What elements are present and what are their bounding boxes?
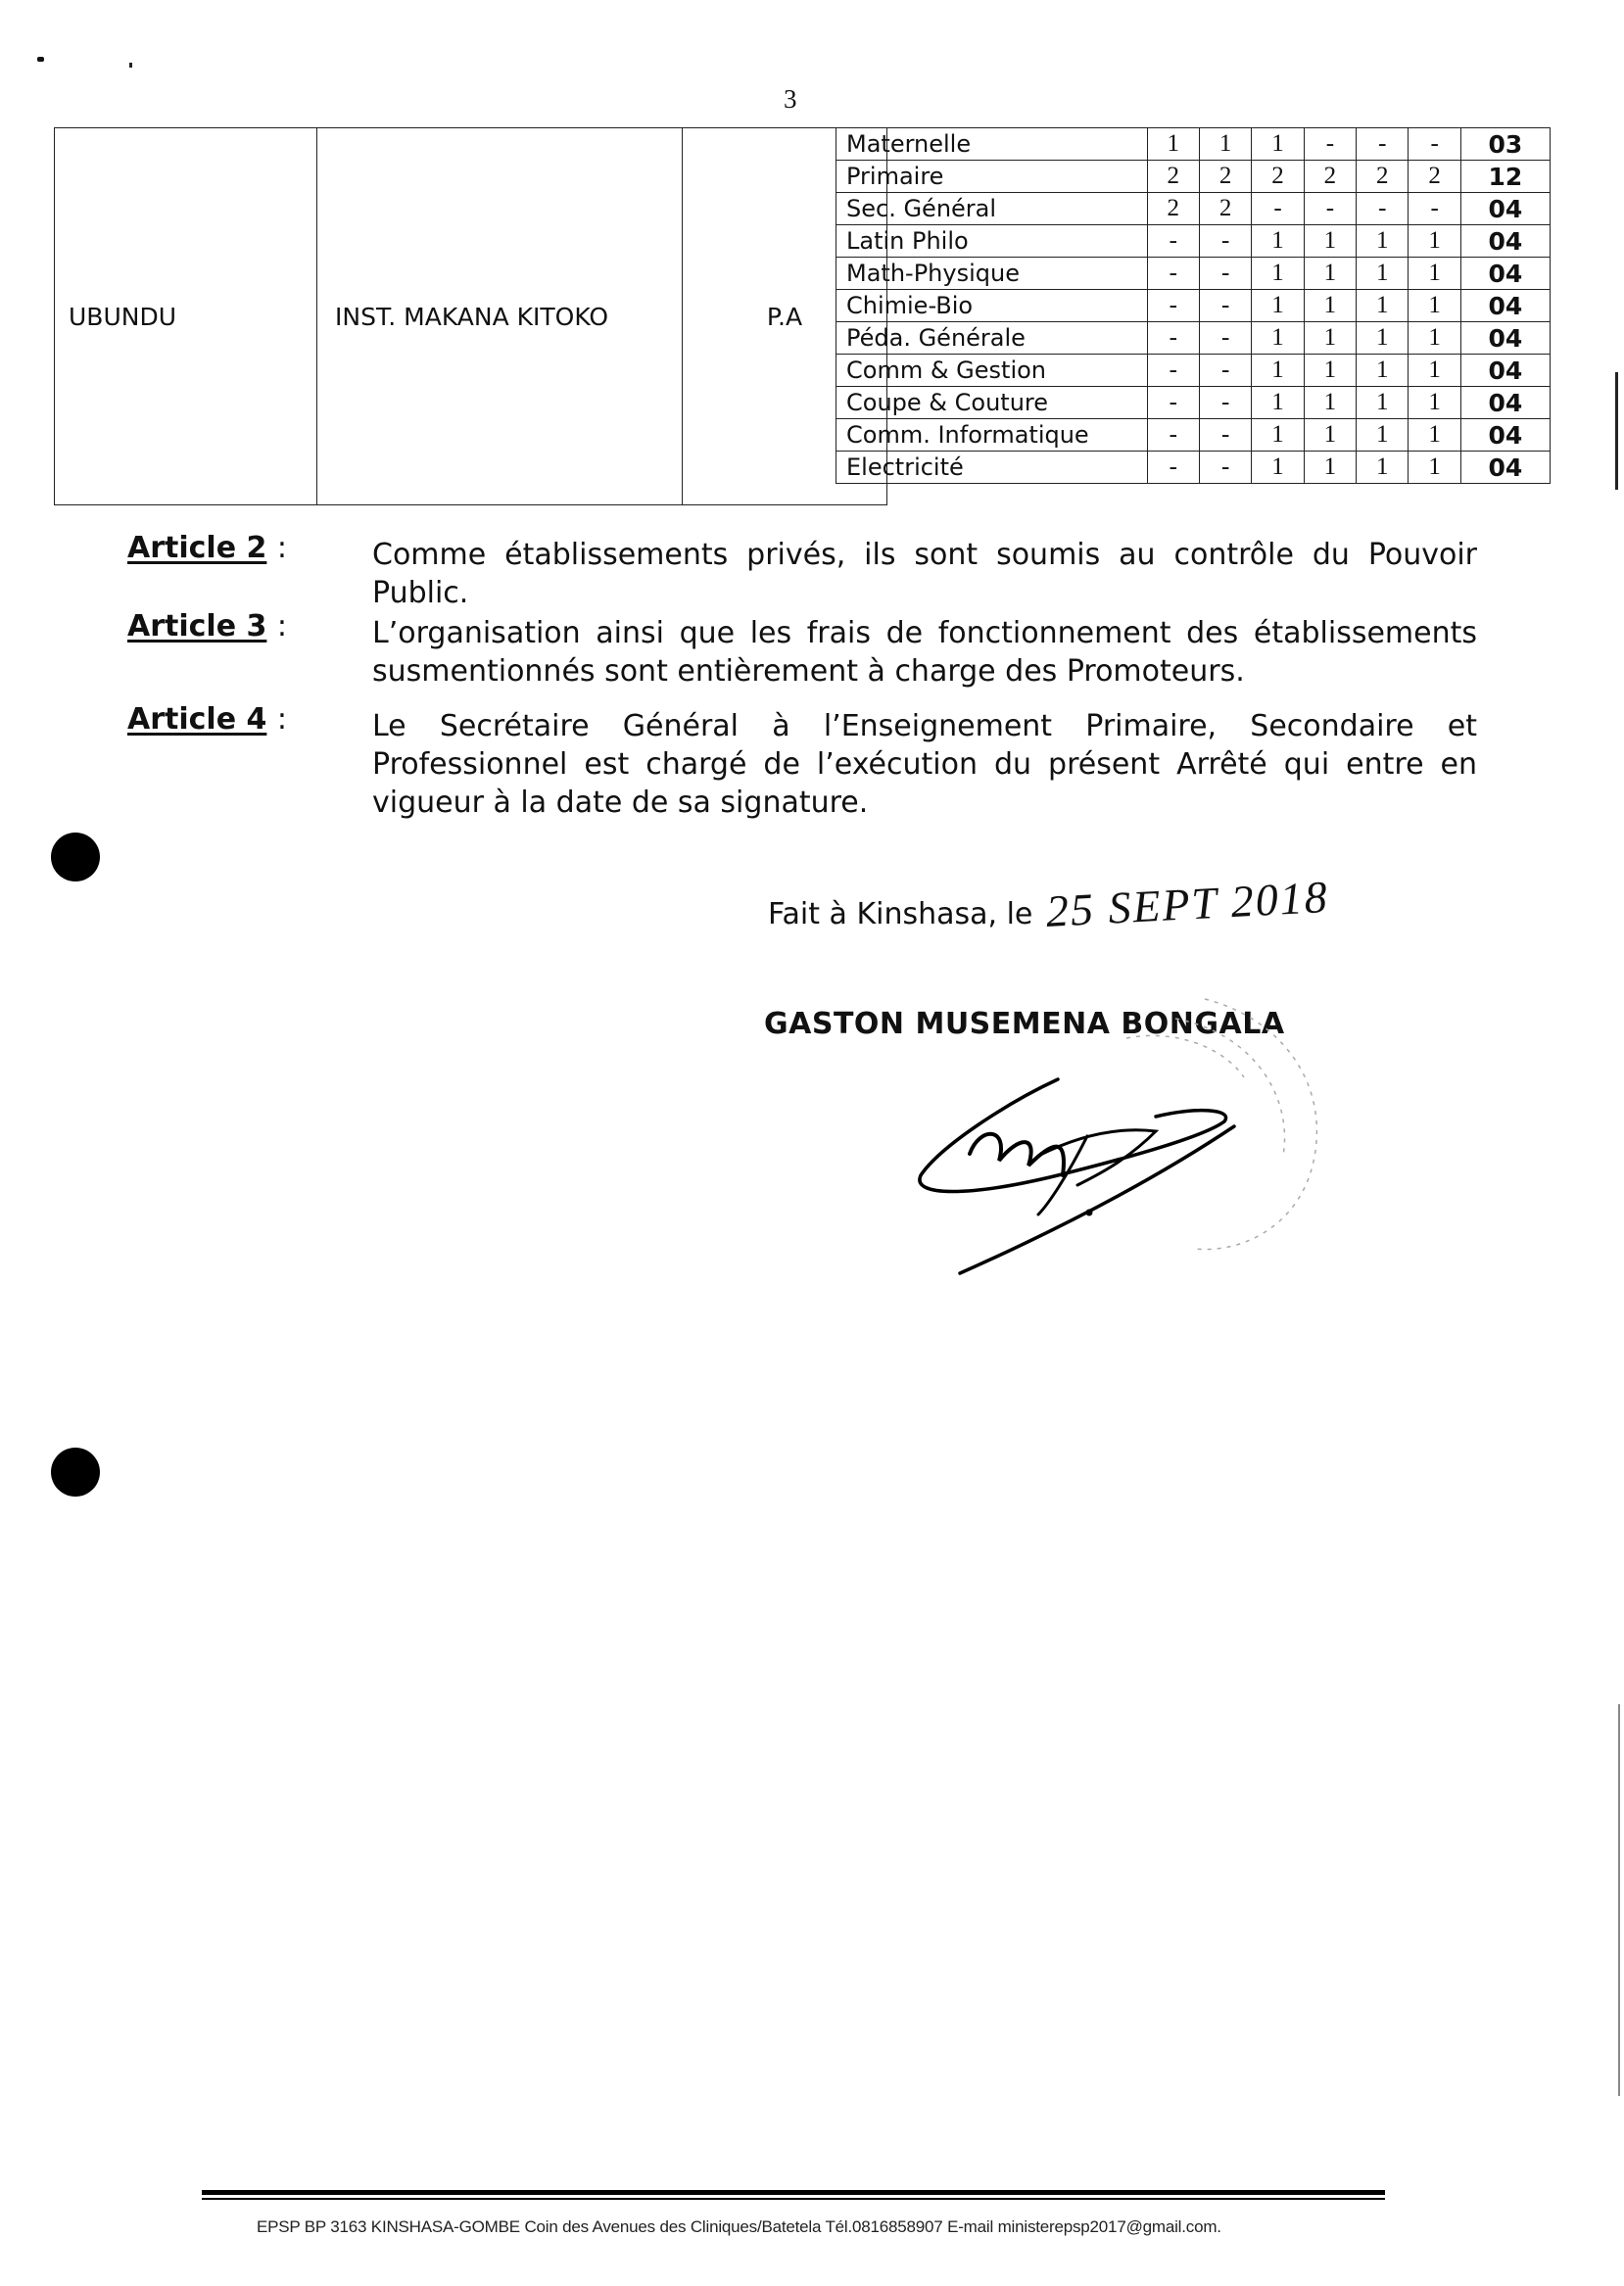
count-cell: 1 xyxy=(1304,452,1356,484)
table-row xyxy=(836,290,1551,322)
count-cell: 1 xyxy=(1304,355,1356,387)
location-cell: UBUNDU xyxy=(54,127,316,505)
count-cell: 1 xyxy=(1304,419,1356,452)
count-cell: 1 xyxy=(1252,290,1304,322)
count-cell: 1 xyxy=(1304,258,1356,290)
count-cell: - xyxy=(1199,258,1251,290)
count-cell: 2 xyxy=(1199,161,1251,193)
option-name: Latin Philo xyxy=(836,225,1148,258)
footer-address: EPSP BP 3163 KINSHASA-GOMBE Coin des Avenues des Cliniques/Batetela Tél.0816858907 E-mail ministerepsp2017@gmail.com. xyxy=(257,2217,1221,2236)
count-cell: 1 xyxy=(1357,452,1409,484)
count-cell: 2 xyxy=(1357,161,1409,193)
count-cell: - xyxy=(1147,225,1199,258)
table-row xyxy=(836,419,1551,452)
count-cell: 1 xyxy=(1357,258,1409,290)
count-cell: 2 xyxy=(1304,161,1356,193)
article-3-text: L’organisation ainsi que les frais de fonctionnement des établissements susmentionnés sont entièrement à charge des Promoteurs. xyxy=(372,616,1477,689)
count-cell: - xyxy=(1409,193,1460,225)
count-cell: 2 xyxy=(1147,193,1199,225)
option-name: Chimie-Bio xyxy=(836,290,1148,322)
option-name: Coupe & Couture xyxy=(836,387,1148,419)
schools-table xyxy=(54,127,1551,507)
option-name: Math-Physique xyxy=(836,258,1148,290)
footer-rule xyxy=(202,2198,1385,2200)
count-cell: - xyxy=(1357,128,1409,161)
article-4-text: Le Secrétaire Général à l’Enseignement Primaire, Secondaire et Professionnel est chargé de l’exécution du présent Arrêté qui entre en vigueur à la date de sa signature. xyxy=(372,709,1477,820)
count-cell: 1 xyxy=(1409,225,1460,258)
count-cell: - xyxy=(1199,225,1251,258)
signature-and-seal-graphic xyxy=(882,979,1391,1303)
count-cell: - xyxy=(1357,193,1409,225)
count-cell: 2 xyxy=(1147,161,1199,193)
count-cell: - xyxy=(1409,128,1460,161)
count-cell: 1 xyxy=(1409,387,1460,419)
total-cell: 04 xyxy=(1460,387,1550,419)
article-4-label: Article 4 : xyxy=(127,702,287,737)
count-cell: - xyxy=(1147,355,1199,387)
footer-rule xyxy=(202,2190,1385,2195)
article-3-label: Article 3 : xyxy=(127,609,287,643)
option-name: Maternelle xyxy=(836,128,1148,161)
table-row xyxy=(836,258,1551,290)
table-row xyxy=(836,355,1551,387)
article-2-label: Article 2 : xyxy=(127,531,287,565)
article-2-text: Comme établissements privés, ils sont soumis au contrôle du Pouvoir Public. xyxy=(372,538,1477,610)
signer-name: GASTON MUSEMENA BONGALA xyxy=(764,1007,1285,1041)
count-cell: 1 xyxy=(1252,355,1304,387)
type-cell: P.A xyxy=(682,127,887,505)
scan-speck xyxy=(129,63,132,68)
table-row xyxy=(836,387,1551,419)
count-cell: 1 xyxy=(1199,128,1251,161)
count-cell: 2 xyxy=(1252,161,1304,193)
count-cell: - xyxy=(1304,128,1356,161)
punch-hole xyxy=(51,833,100,881)
scan-edge-mark xyxy=(1615,372,1618,490)
count-cell: - xyxy=(1147,452,1199,484)
count-cell: 1 xyxy=(1409,322,1460,355)
count-cell: - xyxy=(1252,193,1304,225)
total-cell: 04 xyxy=(1460,225,1550,258)
count-cell: 1 xyxy=(1409,290,1460,322)
count-cell: - xyxy=(1304,193,1356,225)
count-cell: 1 xyxy=(1304,290,1356,322)
count-cell: 1 xyxy=(1357,419,1409,452)
table-row xyxy=(836,161,1551,193)
handwritten-signature xyxy=(920,1079,1234,1273)
count-cell: - xyxy=(1199,322,1251,355)
total-cell: 04 xyxy=(1460,355,1550,387)
count-cell: 1 xyxy=(1252,322,1304,355)
total-cell: 04 xyxy=(1460,419,1550,452)
count-cell: - xyxy=(1199,387,1251,419)
count-cell: 1 xyxy=(1252,225,1304,258)
count-cell: 1 xyxy=(1357,225,1409,258)
total-cell: 04 xyxy=(1460,193,1550,225)
total-cell: 04 xyxy=(1460,322,1550,355)
count-cell: - xyxy=(1147,419,1199,452)
count-cell: 1 xyxy=(1357,290,1409,322)
count-cell: 1 xyxy=(1409,419,1460,452)
option-name: Péda. Générale xyxy=(836,322,1148,355)
table-row xyxy=(836,193,1551,225)
option-name: Sec. Général xyxy=(836,193,1148,225)
page-number: 3 xyxy=(784,84,797,114)
options-table xyxy=(836,127,1551,484)
count-cell: 1 xyxy=(1357,355,1409,387)
count-cell: 1 xyxy=(1147,128,1199,161)
place-date-prefix: Fait à Kinshasa, le xyxy=(768,897,1033,931)
count-cell: 1 xyxy=(1252,419,1304,452)
total-cell: 04 xyxy=(1460,258,1550,290)
count-cell: 2 xyxy=(1409,161,1460,193)
scan-edge-mark xyxy=(1618,1704,1620,2096)
total-cell: 12 xyxy=(1460,161,1550,193)
option-name: Comm. Informatique xyxy=(836,419,1148,452)
count-cell: 1 xyxy=(1252,128,1304,161)
total-cell: 04 xyxy=(1460,452,1550,484)
count-cell: - xyxy=(1199,355,1251,387)
count-cell: - xyxy=(1147,387,1199,419)
count-cell: - xyxy=(1199,290,1251,322)
table-row xyxy=(836,452,1551,484)
count-cell: - xyxy=(1199,452,1251,484)
option-name: Primaire xyxy=(836,161,1148,193)
total-cell: 04 xyxy=(1460,290,1550,322)
option-name: Electricité xyxy=(836,452,1148,484)
total-cell: 03 xyxy=(1460,128,1550,161)
count-cell: 1 xyxy=(1409,452,1460,484)
institution-cell: INST. MAKANA KITOKO xyxy=(316,127,682,505)
count-cell: 1 xyxy=(1252,258,1304,290)
count-cell: - xyxy=(1147,322,1199,355)
count-cell: - xyxy=(1147,258,1199,290)
count-cell: 1 xyxy=(1409,258,1460,290)
count-cell: 1 xyxy=(1252,387,1304,419)
table-row xyxy=(836,322,1551,355)
date-stamp: 25 SEPT 2018 xyxy=(1044,871,1330,936)
count-cell: 1 xyxy=(1304,225,1356,258)
count-cell: - xyxy=(1147,290,1199,322)
count-cell: 1 xyxy=(1357,387,1409,419)
count-cell: 2 xyxy=(1199,193,1251,225)
count-cell: 1 xyxy=(1409,355,1460,387)
count-cell: 1 xyxy=(1357,322,1409,355)
punch-hole xyxy=(51,1448,100,1497)
scan-speck xyxy=(37,57,44,62)
option-name: Comm & Gestion xyxy=(836,355,1148,387)
count-cell: - xyxy=(1199,419,1251,452)
count-cell: 1 xyxy=(1304,387,1356,419)
table-row xyxy=(836,225,1551,258)
count-cell: 1 xyxy=(1304,322,1356,355)
table-row xyxy=(836,128,1551,161)
count-cell: 1 xyxy=(1252,452,1304,484)
